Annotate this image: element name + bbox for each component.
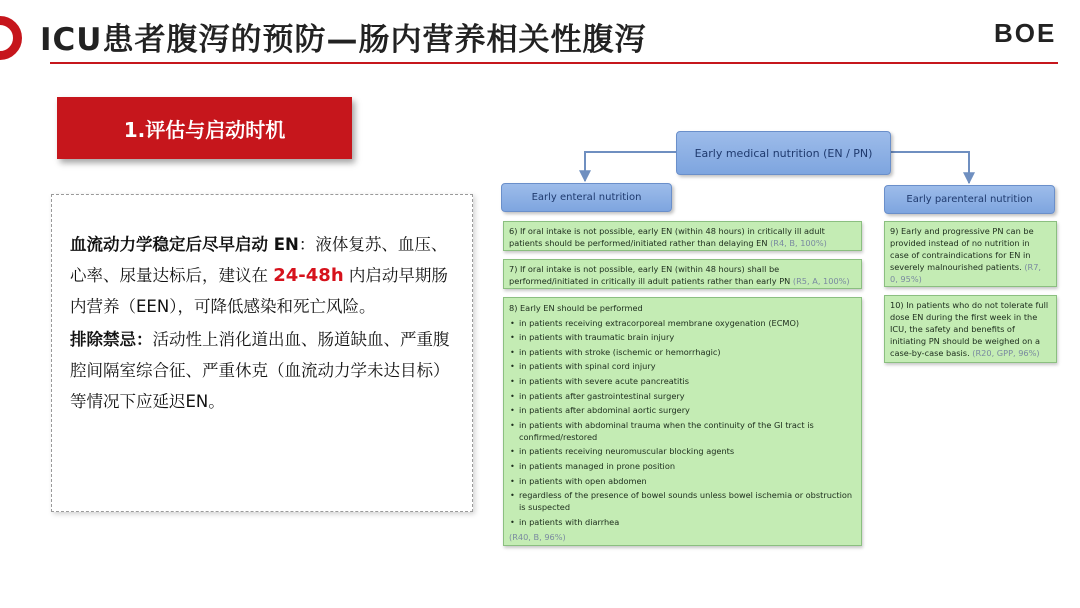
enteral-node (501, 183, 672, 212)
list-item: • in patients receiving extracorporeal membrane oxygenation (ECMO) (509, 317, 856, 329)
root-node-label: Early medical nutrition (EN / PN) (694, 146, 873, 160)
list-item: • in patients managed in prone position (509, 460, 856, 472)
rec7-grade: (R5, A, 100%) (792, 276, 850, 286)
parenteral-node-label: Early parenteral nutrition (906, 194, 1033, 205)
root-node (676, 131, 891, 175)
recommendation-7 (503, 259, 862, 289)
rec6-grade: (R4, B, 100%) (770, 238, 827, 248)
recommendation-9 (884, 221, 1057, 287)
rec8-grade: (R40, B, 96%) (509, 531, 566, 542)
enteral-node-label: Early enteral nutrition (531, 192, 642, 203)
list-item: • in patients with severe acute pancreatitis (509, 375, 856, 387)
rec10-text: 10) In patients who do not tolerate full dose EN during the first week in the ICU, the safety and benefits of initiating PN should be weighed on a case-by-case basis. (890, 300, 1049, 358)
rec9-grade: (R7, 0, 95%) (890, 262, 1042, 284)
recommendation-8 (503, 297, 862, 546)
list-item: • in patients with spinal cord injury (509, 360, 856, 372)
rec9-text: 9) Early and progressive PN can be provided instead of no nutrition in case of contraindications for EN in severely malnourished patients. (890, 226, 1034, 272)
rec10-grade: (R20, GPP, 96%) (972, 348, 1040, 358)
list-item: • in patients with diarrhea (509, 516, 856, 528)
rec8-list (509, 317, 856, 528)
rec7-text: 7) If oral intake is not possible, early EN (within 48 hours) shall be performed/initiated in critically ill adult patients rather than early PN (509, 264, 791, 286)
recommendation-6 (503, 221, 862, 251)
contraindication-heading: 排除禁忌： (70, 330, 153, 349)
contraindication-text: 活动性上消化道出血、肠道缺血、严重腹腔间隔室综合征、严重休克（血流动力学未达目标）等情况下应延迟EN。 (70, 330, 450, 411)
rec6-text: 6) If oral intake is not possible, early EN (within 48 hours) in critically ill adult patients should be performed/initiated rather than delaying EN (509, 226, 825, 248)
recommendation-10 (884, 295, 1057, 363)
timing-highlight: 24-48h (273, 265, 344, 286)
connector-right (891, 152, 969, 183)
list-item: • regardless of the presence of bowel sounds unless bowel ischemia or obstruction is suspected (509, 489, 856, 513)
parenteral-node (884, 185, 1055, 214)
timing-text-b: 内启动早期肠内营养（EEN），可降低感染和死亡风险。 (70, 266, 448, 316)
timing-heading: 血流动力学稳定后尽早启动 EN (70, 235, 299, 254)
rec8-heading: 8) Early EN should be performed (509, 303, 643, 313)
list-item: • in patients with open abdomen (509, 475, 856, 487)
list-item: • in patients after gastrointestinal surgery (509, 390, 856, 402)
section-label: 1.评估与启动时机 (123, 117, 286, 142)
list-item: • in patients after abdominal aortic surgery (509, 404, 856, 416)
connector-left (585, 152, 676, 181)
list-item: • in patients with traumatic brain injury (509, 331, 856, 343)
list-item: • in patients with abdominal trauma when the continuity of the GI tract is confirmed/restored (509, 419, 856, 443)
list-item: • in patients receiving neuromuscular blocking agents (509, 445, 856, 457)
timing-text-a: ：液体复苏、血压、心率、尿量达标后，建议在 (70, 235, 448, 285)
brand-logo: BOE (994, 18, 1057, 48)
list-item: • in patients with stroke (ischemic or hemorrhagic) (509, 346, 856, 358)
page-title: ICU患者腹泻的预防—肠内营养相关性腹泻 (40, 22, 647, 58)
